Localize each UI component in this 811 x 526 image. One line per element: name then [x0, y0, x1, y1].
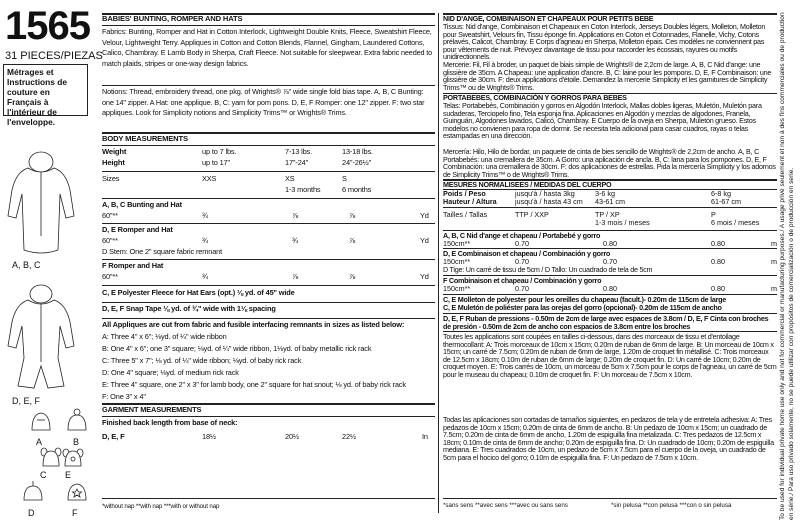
- english-notions: Notions: Thread, embroidery thread, one pkg. of Wrights® ⅞" wide single fold bias tape. A, B, C Bunting: one 14" zipper. A Hat: one applique. B, C: yarn for pom pons. D, E, F Romper: one 12" zipper. F: two star appliques. Look for Simplicity notions and Simplicity Trims™ or Wrights® Trims.: [102, 87, 425, 117]
- ce-fleece-row: C, E Polyester Fleece for Hat Ears (opt.) ⅛ yd. of 45" wide: [102, 288, 295, 297]
- hat-c-illustration: [40, 446, 62, 468]
- applique-c: C: Three 5" x 7"; ⅛ yd. of ¼" wide ribbon; ⅛yd. of baby rick rack: [102, 356, 302, 365]
- appliques-header: All Appliques are cut from fabric and fusible interfacing remnants in sizes as listed below:: [102, 320, 405, 329]
- hat-b-illustration: [66, 408, 88, 432]
- english-measurements-column: [102, 13, 435, 515]
- finished-length-label: Finished back length from base of neck:: [102, 418, 238, 427]
- weight-row: Weight up to 7 lbs. 7-13 lbs. 13-18 lbs.: [102, 147, 373, 156]
- view-label-d: D: [28, 508, 35, 518]
- es-aplicaciones: Todas las aplicaciones son cortadas de tamaños siguientes, en pedazos de tela y de entretela adhesiva: A: Tres pedazos de 10cm x 15cm; 0.20m de cinta de 6mm de ancho. B: Un pedazo de 10cm x 15cm; un cuadrado de 7.5cm; 0.20m de cinta de 6mm de ancho, 1.20m de espiguilla fina metalizada. C: Tres pedazos de 12.5cm x 18cm; 0.10m de cinta de 6mm de ancho; 0.20m de espiguilla fina. D: Un cuadrado de 10cm; 0.20m de espiguilla mediana. E: Tres cuadrados de 10cm, un pedazo de 5cm x 7.5cm para el cuerpo de la oveja, un cuadrado de 5cm para el hocico del gorro; 0.10m de espiguilla fina. F: Un pedazo de 7.5cm x 10cm.: [443, 415, 774, 462]
- view-label-def: D, E, F: [12, 396, 41, 406]
- view-label-abc: A, B, C: [12, 260, 41, 270]
- english-footnote: *without nap **with nap ***with or without nap: [102, 503, 220, 510]
- def-length-row: D, E, F 18½ 20½ 22½ In: [102, 432, 428, 441]
- fr-def-ruban: D, E, F Ruban de pressions - 0.50m de 2cm de large avec espaces de 3.8cm / D, E, F Cinta con broches de presión - 0.50m de 2cm de ancho con espacios de 3.8cm entre los broches: [443, 314, 769, 331]
- english-title: BABIES' BUNTING, ROMPER AND HATS: [102, 14, 243, 23]
- de-snap-tape-row: D, E, F Snap Tape ⅛ yd. of ¾" wide with 1⅛ spacing: [102, 304, 276, 313]
- fr-applications: Toutes les applications sont coupées en tailles ci-dessous, dans des morceaux de tissu et d'entoilage thermocollant: A: Trois morceaux de 10cm x 15cm; 0.20m de ruban de 6mm de large. B: Un morceau de 10cm x 15cm; un carré de 7.5cm; 0.20m de ruban de 6mm de large, 1.20m de croquet fin métallisé. C: Trois morceaux de 12.5cm x 18cm; 0.10m de ruban de 6mm de large; 0.20m de croquet fin. D: Un carré de 10cm; 0.20m de croquet moyen. E: Trois carrés de 10cm, un morceau de 5cm x 7.5cm pour le corps de l'agneau, un carré de 5cm pour le museau du chapeau; 0.10m de croquet fin. F: Un morceau de 7.5cm x 10cm.: [443, 332, 777, 379]
- abc-header: A, B, C Bunting and Hat: [102, 200, 182, 209]
- f-header: F Romper and Hat: [102, 261, 164, 270]
- hat-f-illustration: [66, 480, 88, 502]
- applique-b: B: One 4" x 6"; one 3" square; ⅛yd. of ¼" wide ribbon, 1⅛yd. of baby metallic rick rack: [102, 344, 372, 353]
- applique-f: F: One 3" x 4": [102, 392, 146, 401]
- mesures-header: MESURES NORMALISEES / MEDIDAS DEL CUERPO: [443, 180, 612, 189]
- fr-f-header: F Combinaison et chapeau / Combinación y gorro: [443, 276, 602, 285]
- fr-de-header: D, E Combinaison et chapeau / Combinación y gorro: [443, 249, 611, 258]
- d-stem-row: D Stem: One 2" square fabric remnant: [102, 247, 223, 256]
- de-yardage-row: 60"** ¾ ¾ ⅞ Yd: [102, 236, 429, 245]
- spanish-telas: Telas: Portabebés, Combinación y gorros en Algodón Interlock, Mallas dobles ligeras, Muletón, Muletón para sudaderas, Terciopelo fino, Tela esponja fina. Aplicaciones en Algodón y mezclas de algodones, Franela, Guinguán, Algodones lavados, Calicó, Chambray. E Cuerpo de la oveja en Sherpa, Muletón grueso. Estos modelos no convienen para ropa de dormir. Se necesita tela adicional para casar cuadros, rayas o telas estampadas en una dirección.: [443, 101, 762, 141]
- french-title: NID D'ANGE, COMBINAISON ET CHAPEAUX POUR PETITS BEBE: [443, 14, 654, 23]
- french-mercerie: Mercerie: Fil, Fil à broder, un paquet de biais simple de Wrights® de 2,2cm de large. A, B, C Nid d'ange: une glissière de 35cm. A Chapeau: une application d'ancre. B, C: laine pour les pompons. D, E, F Combinaison: une glissière de 30cm. F: deux applications d'étoile. Demandez la mercerie Simplicity et les garnitures de Simplicity Trims™ ou de Wrights® Trims.: [443, 60, 772, 92]
- french-instructions-note: Métrages et Instructions de couture en Français à l'intérieur de l'enveloppe.: [3, 64, 88, 116]
- column-divider: [438, 13, 439, 513]
- usage-restriction-note: To be used for individual private home use only and not for commercial or manufacturing purposes./ A usage privé seulement et non à des fins commerciales ou de production en série./ Para uso privado solamente, no se puede utilizar con propósitos de comercialización o de producción en serie.: [779, 12, 795, 520]
- view-label-b: B: [73, 437, 80, 447]
- spanish-merceria: Mercería: Hilo, Hilo de bordar, un paquete de cinta de bies sencillo de Wrights® de 2,2cm de ancho. A, B, C Portabebés: una cremallera de 35cm. A Gorro: una aplicación de ancla. B, C: lana para los pompones. D, E, F Combinación: una cremallera de 30cm. F: dos aplicaciones de estrellas. Pida la mercería Simplicity y los adornos de Simplicity Trims™ o de Wrights® Trims.: [443, 147, 776, 179]
- hat-a-illustration: [30, 410, 52, 432]
- view-label-a: A: [36, 437, 43, 447]
- view-label-f: F: [72, 508, 78, 518]
- pieces-label: 31 PIECES/PIEZAS: [5, 50, 103, 62]
- bunting-front-illustration: [6, 150, 76, 258]
- hat-e-illustration: [62, 446, 84, 468]
- applique-d: D: One 4" square; ⅛yd. of medium rick rack: [102, 368, 239, 377]
- de-header: D, E Romper and Hat: [102, 225, 173, 234]
- french-tissus: Tissus: Nid d'ange, Combinaison et Chapeaux en Coton Interlock, Jerseys Doubles légers, Molleton, Molleton pour Sweatshirt, Velours fin, Tissu éponge fin. Applications en Coton et Cotonnades, Flanelle, Vichy, Cotons prélavés, Calicot, Chambray. E Corps d'agneau en Sherpa, Molleton épais. Ces modèles ne conviennent pas pour vêtements de nuit. Prévoyez davantage de tissu pour raccorder les écossais, rayures ou motifs unidirectionnels.: [443, 22, 766, 62]
- pattern-number: 1565: [5, 4, 90, 48]
- applique-e: E: Three 4" square, one 2" x 3" for lamb body, one 2" square for hat snout; ⅛ yd. of baby rick rack: [102, 380, 406, 389]
- es-ce-muleton: C, E Muletón de poliéster para las orejas del gorro (opcional)- 0.20m de 115cm de ancho: [443, 303, 722, 312]
- spanish-title: PORTABEBES, COMBINACIÓN Y GORROS PARA BEBES: [443, 93, 627, 102]
- body-measurements-header: BODY MEASUREMENTS: [102, 134, 188, 143]
- view-label-e: E: [65, 470, 72, 480]
- sizes-row: Sizes XXS XS S: [102, 174, 347, 183]
- applique-a: A: Three 4" x 6"; ⅛yd. of ¼" wide ribbon: [102, 332, 227, 341]
- english-fabrics: Fabrics: Bunting, Romper and Hat in Cotton Interlock, Lightweight Double Knits, Fleece, Sweatshirt Fleece, Velour, Lightweight Terry. Appliques in Cotton and Cotton Blends, Flannel, Gingham, Laundered Cottons, Calico, Chambray. E Lamb Body in Sherpa, Craft Fleece. Not suitable for sleepwear. Extra fabric needed to match plaids, stripes or one-way design fabrics.: [102, 27, 433, 68]
- view-label-c: C: [40, 470, 47, 480]
- fr-abc-header: A, B, C Nid d'ange et chapeau / Portabebé y gorro: [443, 231, 601, 240]
- fr-d-tige: D Tige: Un carré de tissu de 5cm / D Tallo: Un cuadrado de tela de 5cm: [443, 265, 653, 274]
- french-spanish-measurements-column: NID D'ANGE, COMBINAISON ET CHAPEAUX POUR PETITS BEBE Tissus: Nid d'ange, Combinaison et Chapeaux en Coton Interlock, Jerseys Doubles légers, Molleton, Molleton pour Sweatshirt, Velours fin, Tissu éponge fin. Applications en Coton et Cotonnades, Flanelle, Vichy, Cotons prélavés, Calicot, Chambray. E Corps d'agneau en Sherpa, Molleton épais. Ces modèles ne conviennent pas pour vêtements de nuit. Prévoyez davantage de tissu pour raccorder les écossais, rayures ou motifs unidirectionnels. Mercerie: Fil, Fil à broder, un paquet de biais simple de Wrights® de 2,2cm de large. A, B, C Nid d'ange: une glissière de 35cm. A Chapeau: une application d'ancre. B, C: laine pour les pompons. D, E, F Combinaison: une glissière de 30cm. F: deux applications d'étoile. Demandez la mercerie Simplicity et les garnitures de Simplicity Trims™ ou de Wrights® Trims. PORTABEBES, COMBINACIÓN Y GORROS PARA BEBES Telas: Portabebés, Combinación y gorros en Algodón Interlock, Mallas dobles ligeras, Muletón, Muletón para sudaderas, Terciopelo fino, Tela esponja fina. Aplicaciones en Algodón y mezclas de algodones, Franela, Guinguán, Algodones lavados, Calicó, Chambray. E Cuerpo de la oveja en Sherpa, Muletón grueso. Estos modelos no convienen para ropa de dormir. Se necesita tela adicional para casar cuadros, rayas o telas estampadas en una dirección. Mercería: Hilo, Hilo de bordar, un paquete de cinta de bies sencillo de Wrights® de 2,2cm de ancho. A, B, C Portabebés: una cremallera de 35cm. A Gorro: una aplicación de ancla. B, C: lana para los pompones. D, E, F Combinación: una cremallera de 30cm. F: dos aplicaciones de estrellas. Pida la mercería Simplicity y los adornos de Simplicity Trims™ o de Wrights® Trims. MESURES NORMALISEES / MEDIDAS DEL CUERPO Poids / Peso jusqu'à / hasta 3kg 3-6 kg 6-8 kg Hauteur / Altura jusqu'à / hasta 43 cm 43-61 cm 61-67 cm Tailles / Tallas TTP / XXP TP / XP P 1-3 mois / meses 6 mois / meses A, B, C Nid d'ange et chapeau / Portabebé y gorro 150cm** 0.70 0.80 0.80 m D, E Combinaison et chapeau / Combinación y gorro 150cm** 0.70 0.70 0.80 m D Tige: Un carré de tissu de 5cm / D Tallo: Un cuadrado de tela de 5cm F Combinaison et chapeau / Combinación y gorro 150cm** 0.70 0.80 0.80 m C, E Molleton de polyester pour les oreilles du chapeau (facult.)- 0.20m de 115cm de large C, E Muletón de poliéster para las orejas del gorro (opcional)- 0.20m de 115cm de ancho D, E, F Ruban de pressions - 0.50m de 2cm de large avec espaces de 3.8cm / D, E, F Cinta con broches de presión - 0.50m de 2cm de ancho con espacios de 3.8cm entre los broches Toutes les applications sont coupées en tailles ci-dessous, dans des morceaux de tissu et d'entoilage thermocollant: A: Trois morceaux de 10cm x 15cm; 0.20m de ruban de 6mm de large. B: Un morceau de 10cm x 15cm; un carré de 7.5cm; 0.20m de ruban de 6mm de large, 1.20m de croquet fin métallisé. C: Trois morceaux de 12.5cm x 18cm; 0.10m de ruban de 6mm de large; 0.20m de croquet fin. D: Un carré de 10cm; 0.20m de croquet moyen. E: Trois carrés de 10cm, un morceau de 5cm x 7.5cm pour le corps de l'agneau, un carré de 5cm pour le museau du chapeau; 0.10m de croquet fin. F: Un morceau de 7.5cm x 10cm. Todas las aplicaciones son cortadas de tamaños siguientes, en pedazos de tela y de entretela adhesiva: A: Tres pedazos de 10cm x 15cm; 0.20m de cinta de 6mm de ancho. B: Un pedazo de 10cm x 15cm; un cuadrado de 7.5cm; 0.20m de cinta de 6mm de ancho, 1.20m de espiguilla fina metalizada. C: Tres pedazos de 12.5cm x 18cm; 0.10m de cinta de 6mm de ancho; 0.20m de espiguilla fina. D: Un cuadrado de 10cm; 0.20m de espiguilla mediana. E: Tres cuadrados de 10cm, un pedazo de 5cm x 7.5cm para el cuerpo de la oveja, un cuadrado de 5cm para el hocico del gorro; 0.10m de espiguilla fina. F: Un pedazo de 7.5cm x 10cm. *sans sens **avec sens ***avec ou sans sens *sin pelusa **con pelusa ***con o sin pelusa: [443, 14, 777, 509]
- fr-ce-molleton: C, E Molleton de polyester pour les oreilles du chapeau (facult.)- 0.20m de 115cm de large: [443, 295, 727, 304]
- size-months-row: 1-3 months 6 months: [285, 185, 372, 194]
- hat-d-illustration: [22, 480, 44, 502]
- height-row: Height up to 17" 17"-24" 24"-26½": [102, 158, 372, 167]
- abc-yardage-row: 60"** ¾ ⅞ ⅞ Yd: [102, 211, 429, 220]
- f-yardage-row: 60"** ¾ ⅞ ⅞ Yd: [102, 272, 429, 281]
- romper-back-illustration: [4, 282, 78, 392]
- garment-measurements-header: GARMENT MEASUREMENTS: [102, 405, 202, 414]
